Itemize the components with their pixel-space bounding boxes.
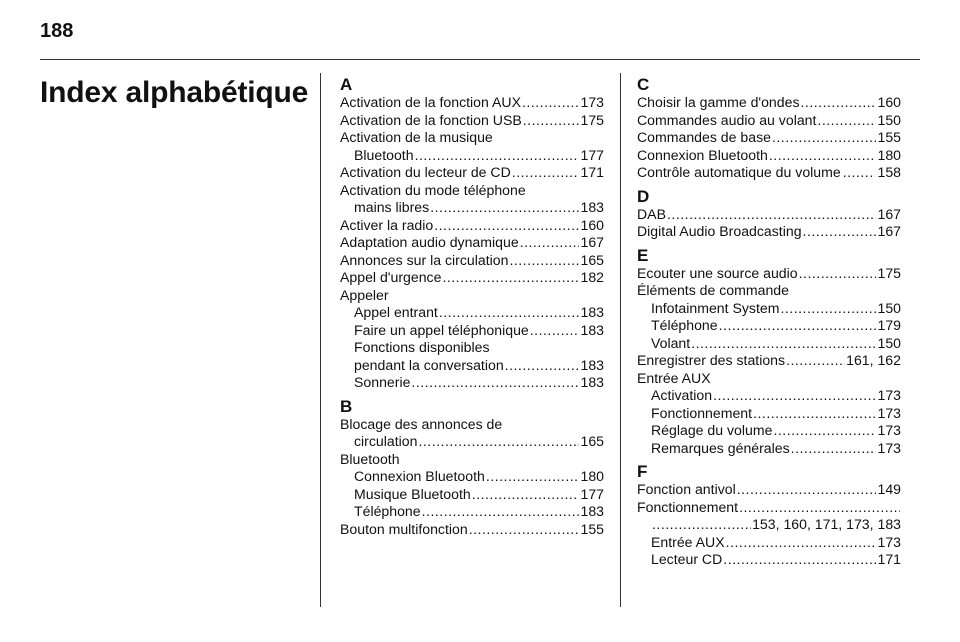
index-subentry: Téléphone ..... 179 xyxy=(637,317,901,335)
index-entry: Appel d'urgence ..... 182 xyxy=(340,269,604,287)
index-subentry: Musique Bluetooth ..... 177 xyxy=(340,486,604,504)
index-entry: Connexion Bluetooth ..... 180 xyxy=(637,147,901,165)
index-entry: Digital Audio Broadcasting ..... 167 xyxy=(637,223,901,241)
index-entry: Commandes audio au volant ..... 150 xyxy=(637,112,901,130)
index-entry: Entrée AUX xyxy=(637,369,711,386)
index-entry: Éléments de commande xyxy=(637,282,789,298)
index-subentry: Connexion Bluetooth ..... 180 xyxy=(340,468,604,486)
index-subentry: Volant ..... 150 xyxy=(637,335,901,353)
index-entry: Activation de la fonction AUX ..... 173 xyxy=(340,94,604,112)
index-entry: Activation de la musique xyxy=(340,129,493,145)
index-letter: C xyxy=(637,75,650,94)
index-entry: Annonces sur la circulation ..... 165 xyxy=(340,252,604,270)
index-subentry: Appel entrant ..... 183 xyxy=(340,304,604,322)
index-entry: DAB ..... 167 xyxy=(637,206,901,224)
index-entry: Bluetooth xyxy=(340,450,400,467)
index-entry: Activation du mode téléphone xyxy=(340,181,526,198)
index-subentry: Activation ..... 173 xyxy=(637,387,901,405)
index-column-2 xyxy=(637,75,901,569)
index-entry: Activation du lecteur de CD ..... 171 xyxy=(340,164,604,182)
index-letter: E xyxy=(637,245,649,265)
index-entry: Fonction antivol ..... 149 xyxy=(637,481,901,499)
column-divider xyxy=(620,73,621,607)
index-entry: Activer la radio ..... 160 xyxy=(340,217,604,235)
index-entry: Activation de la fonction USB ..... 175 xyxy=(340,112,604,130)
index-entry: Blocage des annonces de xyxy=(340,415,503,432)
column-divider xyxy=(320,73,321,607)
index-subentry: Bluetooth ..... 177 xyxy=(340,147,604,165)
index-subentry: Réglage du volume ..... 173 xyxy=(637,422,901,440)
index-subentry: Entrée AUX ..... 173 xyxy=(637,534,901,552)
index-subentry: circulation ..... 165 xyxy=(340,433,604,451)
index-subentry: Téléphone ..... 183 xyxy=(340,503,604,521)
index-subentry: Lecteur CD ..... 171 xyxy=(637,551,901,569)
index-subentry: ..... 153, 160, 171, 173, 183 xyxy=(637,516,901,534)
index-subentry: pendant la conversation ..... 183 xyxy=(340,357,604,375)
index-entry: Contrôle automatique du volume ..... 158 xyxy=(637,164,901,182)
index-entry: Enregistrer des stations ..... 161, 162 xyxy=(637,352,901,370)
index-subentry: Sonnerie ..... 183 xyxy=(340,374,604,392)
index-entry: Choisir la gamme d'ondes ..... 160 xyxy=(637,94,901,112)
index-entry: Commandes de base ..... 155 xyxy=(637,129,901,147)
index-subentry: Infotainment System ..... 150 xyxy=(637,300,901,318)
header-rule xyxy=(40,59,920,60)
index-entry: Appeler xyxy=(340,286,389,303)
index-subentry: mains libres ..... 183 xyxy=(340,199,604,217)
index-entry: Bouton multifonction ..... 155 xyxy=(340,521,604,539)
index-letter: A xyxy=(340,75,353,94)
index-subentry: Fonctionnement ..... 173 xyxy=(637,405,901,423)
index-subentry: Remarques générales ..... 173 xyxy=(637,440,901,458)
index-entry: Ecouter une source audio ..... 175 xyxy=(637,265,901,283)
index-entry: Fonctionnement ..... xyxy=(637,499,901,517)
page-number: 188 xyxy=(40,20,74,42)
index-column-1 xyxy=(340,75,604,538)
page-title: Index alphabétique xyxy=(40,76,309,109)
index-letter: D xyxy=(637,186,650,206)
index-subentry: Faire un appel téléphonique ..... 183 xyxy=(340,322,604,340)
index-entry: Adaptation audio dynamique ..... 167 xyxy=(340,234,604,252)
index-letter: B xyxy=(340,396,353,416)
index-subentry: Fonctions disponibles xyxy=(354,339,490,355)
index-letter: F xyxy=(637,462,648,481)
